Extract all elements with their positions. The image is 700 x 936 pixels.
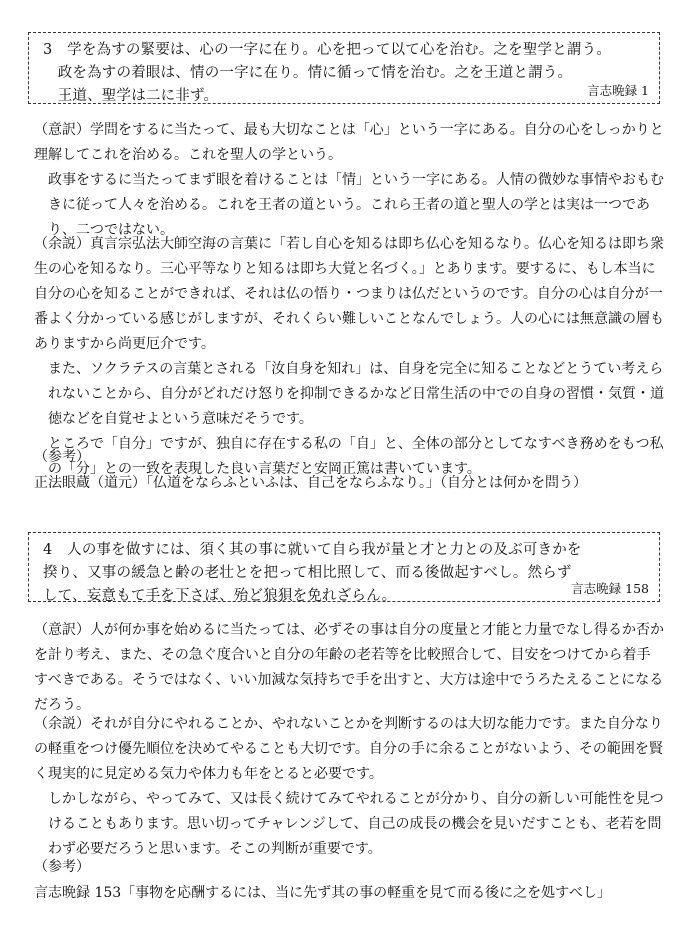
quote-box-3 <box>28 32 660 104</box>
translation-paragraph: 学問をするに当たって、最も大切なことは「心」という一字にある。自分の心をしっかりと理解してこれを治める。これを聖人の学という。 <box>34 122 664 163</box>
aside-label: （余説） <box>34 236 90 252</box>
quote-line: 王道、聖学は二に非ず。 <box>43 88 219 104</box>
reference-label: （参考） <box>34 449 90 465</box>
translation-paragraph: 人が何か事を始めるに当たっては、必ずその事は自分の度量と才能と力量でなし得るか否かを計り考え、また、その急ぐ度合いと自分の年齢の老若等を比較照合して、目安をつけてから着手すべきである。そうではなく、いい加減な気持ちで手を出すと、大方は途中でうろたえることになるだろう。 <box>34 622 664 713</box>
translation-label: （意訳） <box>34 622 90 638</box>
translation-section-3 <box>34 118 664 243</box>
reference-section-3 <box>34 444 674 496</box>
quote-line: 政を為すの着眼は、情の一字に在り。情に循って情を治む。之を王道と謂う。 <box>43 65 573 81</box>
quote-line: 4 人の事を做すには、須く其の事に就いて自ら我が量と才と力との及ぶ可きかを <box>43 542 582 558</box>
quote-line: して、妄意もて手を下さば、殆ど狼狽を免れざらん。 <box>43 588 397 604</box>
aside-paragraph: しかしながら、やってみて、又は長く続けてみてやれることが分かり、自分の新しい可能性を見つけることもあります。思い切ってチャレンジして、自己の成長の機会を見いだすことも、老若を問わず必要だろうと思います。そこの判断が重要です。 <box>48 791 664 857</box>
reference-label: （参考） <box>34 859 90 875</box>
source-citation: 言志晩録 158 <box>571 581 649 596</box>
aside-paragraph: ところで「自分」ですが、独自に存在する私の「自」と、全体の部分としてなすべき務めをもつ私の「分」との一致を表現した良い言葉だと安岡正篤は書いています。 <box>48 436 664 477</box>
reference-text: 言志晩録 153「事物を応酬するには、当に先ず其の事の軽重を見て而る後に之を処すべし」 <box>34 885 611 901</box>
aside-paragraph: それが自分にやれることか、やれないことかを判断するのは大切な能力です。また自分なりの軽重をつけ優先順位を決めてやることも大切です。自分の手に余ることがないよう、その範囲を賢く現実的に見定める気力や体力も年をとると必要です。 <box>34 716 663 782</box>
translation-paragraph: 政事をするに当たってまず眼を着けることは「情」という一字にある。人情の微妙な事情やおもむきに従って人々を治める。これを王者の道という。これら王者の道と聖人の学とは実は一つであり、二つではない。 <box>48 172 664 238</box>
translation-label: （意訳） <box>34 122 90 138</box>
quote-box-4 <box>28 532 660 602</box>
aside-paragraph: 真言宗弘法大師空海の言葉に「若し自心を知るは即ち仏心を知るなり。仏心を知るは即ち衆生の心を知るなり。三心平等なりと知るは即ち大覚と名づく。」とあります。要するに、もし本当に自分の心を知ることができれば、それは仏の悟り・つまりは仏だというのです。自分の心は自分が一番よく分かっている感じがしますが、それくらい難しいことなんでしょう。人の心には無意識の層もありますから尚更厄介です。 <box>34 236 664 352</box>
reference-section-4 <box>34 854 674 906</box>
quote-line: 3 学を為すの緊要は、心の一字に在り。心を把って以て心を治む。之を聖学と謂う。 <box>43 42 612 58</box>
aside-label: （余説） <box>34 716 90 732</box>
source-citation: 言志晩録 1 <box>587 83 649 98</box>
translation-section-4 <box>34 618 664 718</box>
aside-paragraph: また、ソクラテスの言葉とされる「汝自身を知れ」は、自身を完全に知ることなどとうてい考えられないことから、自分がどれだけ怒りを抑制できるかなど日常生活の中での自身の習慣・気質・道徳などを自覚せよという意味だそうです。 <box>48 361 664 427</box>
reference-text: 正法眼蔵（道元）「仏道をならふといふは、自己をならふなり。」（自分とは何かを問う） <box>34 475 587 491</box>
quote-line: 揆り、又事の緩急と齢の老壮とを把って相比照して、而る後做起すべし。然らず <box>43 565 572 581</box>
aside-section-4 <box>34 712 664 862</box>
